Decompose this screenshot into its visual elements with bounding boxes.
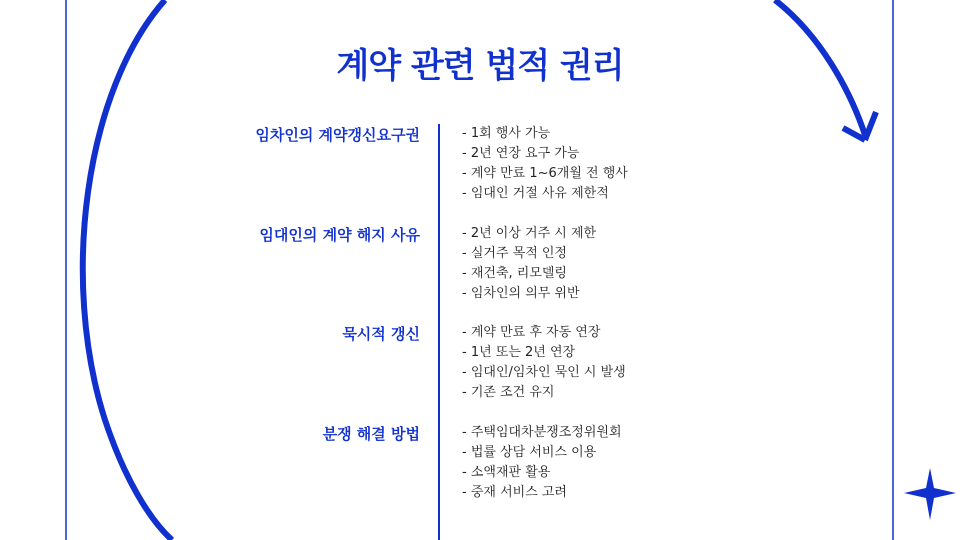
section-heading: 임차인의 계약갱신요구권: [255, 126, 420, 144]
section-heading: 묵시적 갱신: [342, 325, 420, 343]
list-item: - 중재 서비스 고려: [462, 485, 567, 500]
list-item: - 법률 상담 서비스 이용: [462, 445, 597, 460]
list-item: - 계약 만료 1~6개월 전 행사: [462, 166, 628, 181]
page-title: 계약 관련 법적 권리: [336, 46, 624, 86]
list-item: - 주택임대차분쟁조정위원회: [462, 425, 622, 440]
list-item: - 2년 이상 거주 시 제한: [462, 226, 597, 241]
section-items: [462, 224, 596, 304]
list-item: - 임차인의 의무 위반: [462, 286, 580, 301]
list-item: - 실거주 목적 인정: [462, 246, 567, 261]
section-heading: 임대인의 계약 해지 사유: [259, 226, 420, 244]
section-heading: 분쟁 해결 방법: [322, 425, 420, 443]
section-items: [462, 423, 622, 503]
list-item: - 2년 연장 요구 가능: [462, 146, 580, 161]
list-item: - 1회 행사 가능: [462, 126, 551, 141]
list-item: - 재건축, 리모델링: [462, 266, 567, 281]
list-item: - 임대인 거절 사유 제한적: [462, 186, 609, 201]
list-item: - 기존 조건 유지: [462, 385, 555, 400]
section-items: [462, 323, 626, 403]
arrow-icon: [843, 112, 876, 140]
list-item: - 임대인/임차인 묵인 시 발생: [462, 365, 626, 380]
list-item: - 계약 만료 후 자동 연장: [462, 325, 601, 340]
sparkle-icon: [904, 468, 956, 520]
section-items: [462, 124, 628, 204]
list-item: - 1년 또는 2년 연장: [462, 345, 576, 360]
list-item: - 소액재판 활용: [462, 465, 551, 480]
